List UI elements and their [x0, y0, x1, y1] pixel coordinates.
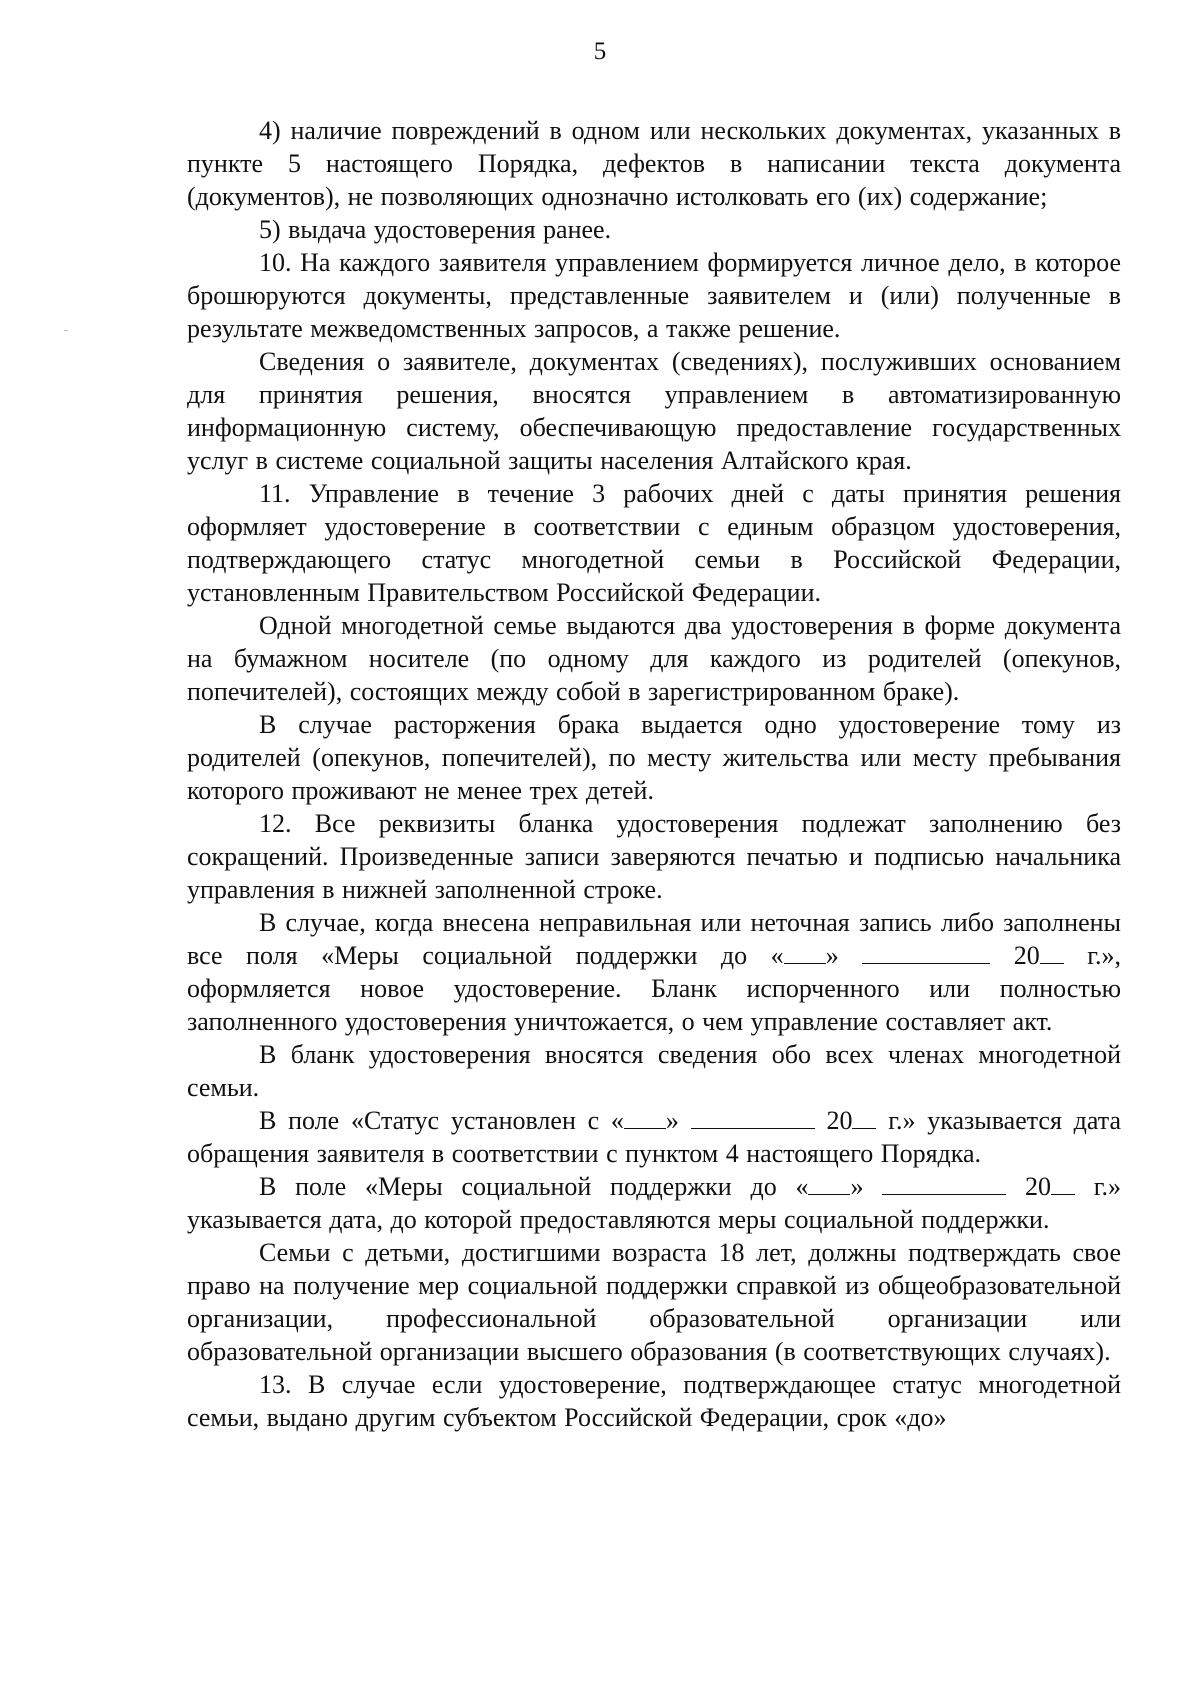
margin-mark: [64, 330, 68, 331]
document-body: [187, 114, 1121, 1434]
blank-line: [808, 1172, 850, 1195]
paragraph-applicant-info: Сведения о заявителе, документах (сведениях), послуживших основанием для принятия решения, вносятся управлением в автоматизированную информационную систему, обеспечивающую предоставление государственных услуг в системе социальной защиты населения Алтайского края.: [187, 347, 1121, 475]
blank-line: [852, 1106, 876, 1129]
blank-line: [691, 1106, 815, 1129]
paragraph-text: 20: [814, 1106, 853, 1135]
paragraph-text: г.», оформляется новое удостоверение. Бланк испорченного или полностью заполненного удостоверения уничтожается, о чем управление составляет акт.: [187, 941, 1122, 1036]
paragraph-incorrect-entry: [187, 906, 1121, 1038]
paragraph-text: г.» указывается дата обращения заявителя в соответствии с пунктом 4 настоящего Порядка.: [187, 1106, 1121, 1168]
paragraph-text: В случае, когда внесена неправильная или неточная запись либо заполнены все поля «Меры социальной поддержки до «: [187, 908, 1121, 970]
page-number: 5: [593, 38, 607, 65]
paragraph-text: »: [850, 1172, 883, 1201]
paragraph-adult-children: Семьи с детьми, достигшими возраста 18 лет, должны подтверждать свое право на получение мер социальной поддержки справкой из общеобразовательной организации, профессиональной образовательной организации или образовательной организации высшего образования (в соответствующих случаях).: [187, 1238, 1121, 1366]
blank-line: [1040, 941, 1064, 964]
paragraph-family-members: В бланк удостоверения вносятся сведения обо всех членах многодетной семьи.: [187, 1040, 1121, 1102]
paragraph-text: 20: [1006, 1172, 1052, 1201]
paragraph-clause-13: 13. В случае если удостоверение, подтверждающее статус многодетной семьи, выдано другим субъектом Российской Федерации, срок «до»: [187, 1370, 1121, 1432]
blank-line: [784, 941, 826, 964]
paragraph-two-certificates: Одной многодетной семье выдаются два удостоверения в форме документа на бумажном носителе (по одному для каждого из родителей (опекунов, попечителей), состоящих между собой в зарегистрированном браке).: [187, 611, 1121, 706]
paragraph-support-field: [187, 1170, 1121, 1236]
paragraph-status-field: [187, 1104, 1121, 1170]
blank-line: [624, 1106, 666, 1129]
paragraph-divorce-case: В случае расторжения брака выдается одно удостоверение тому из родителей (опекунов, попечителей), по месту жительства или месту пребывания которого проживают не менее трех детей.: [187, 710, 1121, 805]
paragraph-text: »: [825, 941, 863, 970]
blank-line: [862, 941, 990, 964]
paragraph-clause-11: 11. Управление в течение 3 рабочих дней с даты принятия решения оформляет удостоверение в соответствии с единым образцом удостоверения, подтверждающего статус многодетной семьи в Российской Федерации, установленным Правительством Российской Федерации.: [187, 479, 1121, 607]
paragraph-clause-10: 10. На каждого заявителя управлением формируется личное дело, в которое брошюруются документы, представленные заявителем и (или) полученные в результате межведомственных запросов, а также решение.: [187, 248, 1121, 343]
paragraph-clause-12: 12. Все реквизиты бланка удостоверения подлежат заполнению без сокращений. Произведенные записи заверяются печатью и подписью начальника управления в нижней заполненной строке.: [187, 809, 1121, 904]
paragraph-text: 20: [990, 941, 1040, 970]
paragraph-text: В поле «Статус установлен с «: [259, 1106, 624, 1135]
paragraph-text: В поле «Меры социальной поддержки до «: [259, 1172, 809, 1201]
blank-line: [1051, 1172, 1075, 1195]
paragraph-text: г.» указывается дата, до которой предоставляются меры социальной поддержки.: [187, 1172, 1122, 1234]
paragraph-item-4: 4) наличие повреждений в одном или нескольких документах, указанных в пункте 5 настоящего Порядка, дефектов в написании текста документа (документов), не позволяющих однозначно истолковать его (их) содержание;: [187, 116, 1121, 211]
blank-line: [882, 1172, 1006, 1195]
paragraph-item-5: 5) выдача удостоверения ранее.: [259, 215, 612, 244]
paragraph-text: »: [665, 1106, 691, 1135]
